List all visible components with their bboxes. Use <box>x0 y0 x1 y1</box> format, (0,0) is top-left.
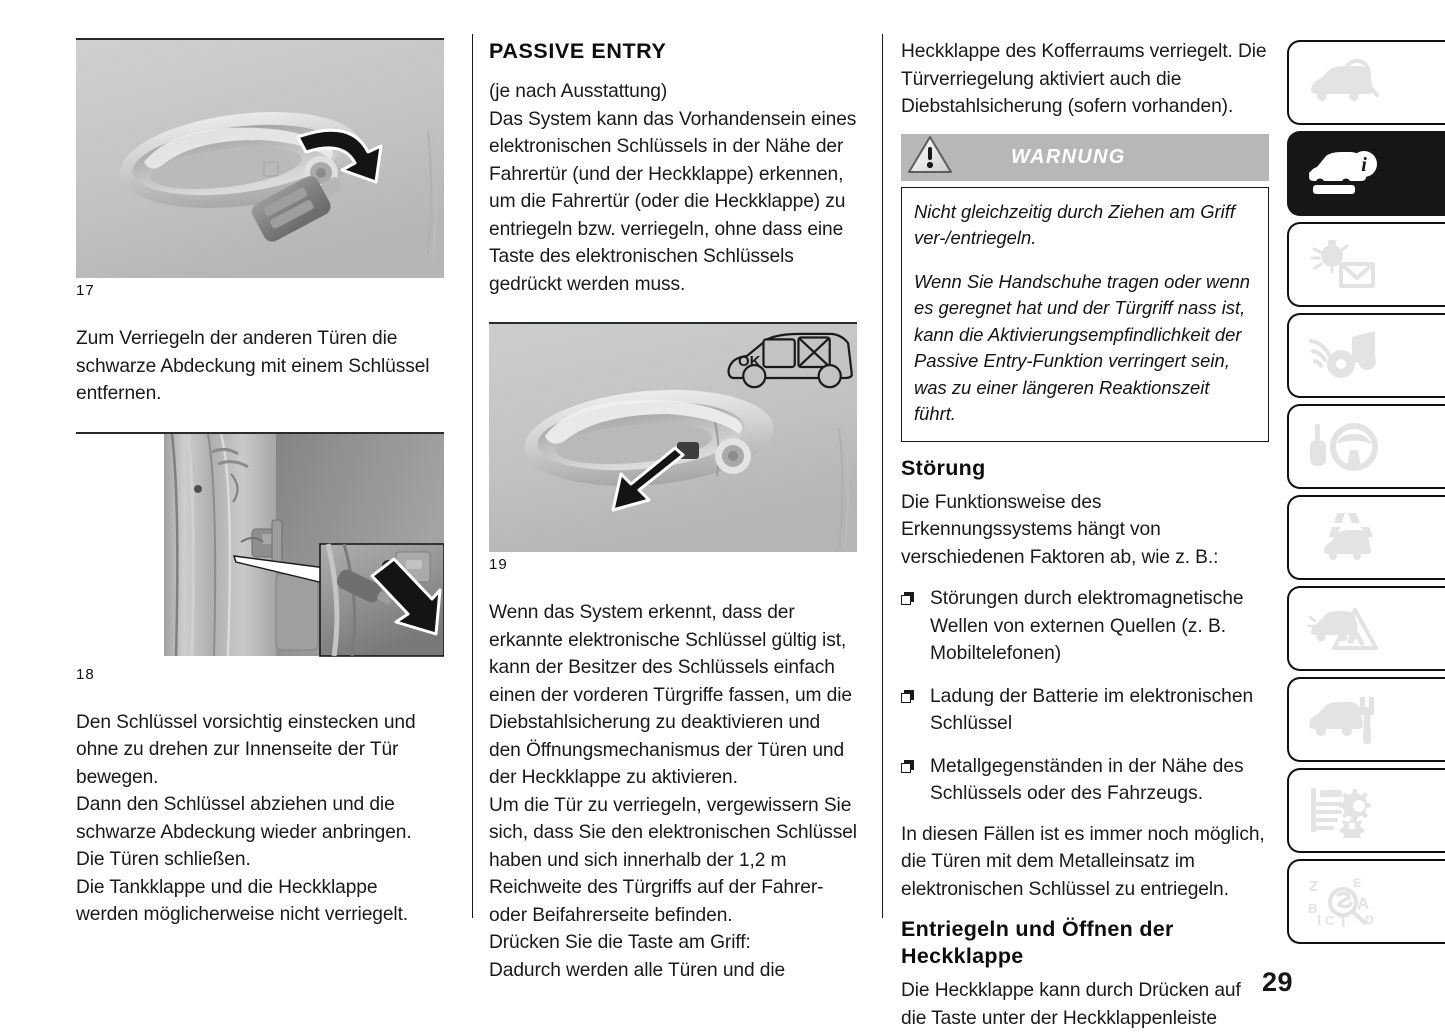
col1-paragraph-1: Zum Verriegeln der anderen Türen die schwarze Abdeckung mit einem Schlüssel entfernen. <box>76 328 430 404</box>
list-item <box>901 753 1269 808</box>
warning-banner <box>901 134 1269 181</box>
figure-18-image <box>76 434 444 662</box>
figure-18-caption: 18 <box>76 665 95 683</box>
passive-entry-heading: PASSIVE ENTRY <box>489 39 667 63</box>
square-bullet-icon <box>901 760 914 773</box>
emergency-breakdown-icon <box>1307 602 1379 656</box>
section-tab-strip <box>1287 40 1445 950</box>
col3-paragraph-4: Die Heckklappe kann durch Drücken auf die Taste unter der Heckklappenleiste <box>901 980 1241 1029</box>
list-item <box>901 683 1269 738</box>
svg-text:A: A <box>1357 893 1370 913</box>
car-search-icon <box>1307 56 1379 110</box>
col1-paragraph-3: Dann den Schlüssel abziehen und die schwarze Abdeckung wieder anbringen. <box>76 794 412 843</box>
svg-text:i: i <box>1361 153 1367 176</box>
col3-paragraph-3: In diesen Fällen ist es immer noch möglich, die Türen mit dem Metalleinsatz im elektronischen Schlüssel zu entriegeln. <box>901 823 1265 900</box>
figure-17-caption: 17 <box>76 282 95 299</box>
figure-17 <box>76 38 444 301</box>
warning-text-1: Nicht gleichzeitig durch Ziehen am Griff ver-/entriegeln. <box>914 200 1235 248</box>
col2-paragraph-5: Drücken Sie die Taste am Griff: <box>489 932 751 953</box>
tab-car-search[interactable] <box>1287 40 1445 125</box>
svg-text:C: C <box>1325 912 1335 928</box>
warning-lights-messages-icon <box>1307 238 1379 292</box>
warning-label: WARNUNG <box>1011 145 1126 168</box>
maintenance-care-icon <box>1307 693 1379 747</box>
column-2 <box>489 38 857 984</box>
page-number: 29 <box>1261 967 1293 997</box>
svg-text:Z: Z <box>1309 877 1319 895</box>
figure-19 <box>489 322 857 575</box>
tab-alphabetical-index[interactable] <box>1287 859 1445 944</box>
tab-car-info[interactable] <box>1287 131 1445 216</box>
figure-19-caption: 19 <box>489 556 508 573</box>
svg-text:OK: OK <box>738 353 761 370</box>
entriegeln-heading: Entriegeln und Öffnen der Heckklappe <box>901 917 1174 968</box>
driver-assistance-icon <box>1307 511 1379 565</box>
col2-paragraph-1: (je nach Ausstattung) <box>489 81 668 102</box>
col2-paragraph-2: Das System kann das Vorhandensein eines elektronischen Schlüssels in der Nähe der Fahrertür (und der Heckklappe) erkennen, um die Fahrertür (oder die Heckklappe) zu entriegeln bzw. verriegeln, ohne dass eine Taste des elektronischen Schlüssels gedrückt werden muss. <box>489 108 857 295</box>
list-item-label: Metallgegenständen in der Nähe des Schlüssels oder des Fahrzeugs. <box>930 755 1244 804</box>
square-bullet-icon <box>901 690 914 703</box>
technical-specifications-icon <box>1307 784 1379 838</box>
figure-18 <box>76 432 444 685</box>
square-bullet-icon <box>901 592 914 605</box>
svg-text:B: B <box>1308 900 1318 916</box>
col2-paragraph-3: Wenn das System erkennt, dass der erkannte elektronische Schlüssel gültig ist, kann der Besitzer des Schlüssels einfach einen der vorderen Türgriffe fassen, um die Diebstahlsicherung zu deaktivieren und den Öffnungsmechanismus der Türen und der Heckklappe zu aktivieren. <box>489 602 852 788</box>
infotainment-audio-icon <box>1307 329 1379 383</box>
tab-driver-assistance[interactable] <box>1287 495 1445 580</box>
svg-text:T: T <box>1338 911 1349 929</box>
column-3 <box>901 38 1269 1032</box>
svg-text:D: D <box>1365 912 1374 927</box>
svg-text:I: I <box>1317 911 1322 929</box>
svg-text:E: E <box>1353 875 1362 890</box>
figure-19-image <box>489 324 857 552</box>
tab-emergency-breakdown[interactable] <box>1287 586 1445 671</box>
col2-paragraph-6: Dadurch werden alle Türen und die <box>489 959 786 981</box>
stoerung-bullet-list <box>901 585 1269 808</box>
col1-paragraph-5: Die Tankklappe und die Heckklappe werden möglicherweise nicht verriegelt. <box>76 876 409 925</box>
col3-paragraph-2: Die Funktionsweise des Erkennungssystems hängt von verschiedenen Faktoren ab, wie z. B.: <box>901 491 1219 568</box>
column-divider-1 <box>472 34 473 918</box>
list-item-label: Störungen durch elektromagnetische Wellen von externen Quellen (z. B. Mobiltelefonen) <box>930 588 1244 664</box>
figure-17-image <box>76 40 444 278</box>
col1-paragraph-4: Die Türen schließen. <box>76 849 251 870</box>
col1-paragraph-2: Den Schlüssel vorsichtig einstecken und ohne zu drehen zur Innenseite der Tür bewegen. <box>76 711 416 788</box>
column-divider-2 <box>882 34 883 918</box>
stoerung-heading: Störung <box>901 455 986 480</box>
col2-paragraph-4: Um die Tür zu verriegeln, vergewissern Sie sich, dass Sie den elektronischen Schlüssel haben und sich innerhalb der 1,2 m Reichweite des Türgriffs auf der Fahrer- oder Beifahrerseite befinden. <box>489 794 857 926</box>
tab-maintenance-care[interactable] <box>1287 677 1445 762</box>
alphabetical-index-icon <box>1307 875 1379 929</box>
warning-text-2: Wenn Sie Handschuhe tragen oder wenn es geregnet hat und der Türgriff nass ist, kann die Aktivierungsempfindlichkeit der Passive Entry-Funktion verringert sein, was zu einer längeren Reaktionszeit führt. <box>914 270 1251 424</box>
list-item-label: Ladung der Batterie im elektronischen Schlüssel <box>930 685 1254 734</box>
tab-technical-specifications[interactable] <box>1287 768 1445 853</box>
tab-starting-driving[interactable] <box>1287 404 1445 489</box>
car-info-icon <box>1307 147 1379 201</box>
column-1 <box>76 38 444 929</box>
warning-box <box>901 187 1269 442</box>
list-item <box>901 585 1269 668</box>
tab-warning-lights-messages[interactable] <box>1287 222 1445 307</box>
starting-driving-icon <box>1307 420 1379 474</box>
warning-triangle-icon <box>907 134 953 180</box>
col3-paragraph-1: Heckklappe des Kofferraums verriegelt. Die Türverriegelung aktiviert auch die Diebstahlsicherung (sofern vorhanden). <box>901 41 1267 117</box>
tab-infotainment-audio[interactable] <box>1287 313 1445 398</box>
